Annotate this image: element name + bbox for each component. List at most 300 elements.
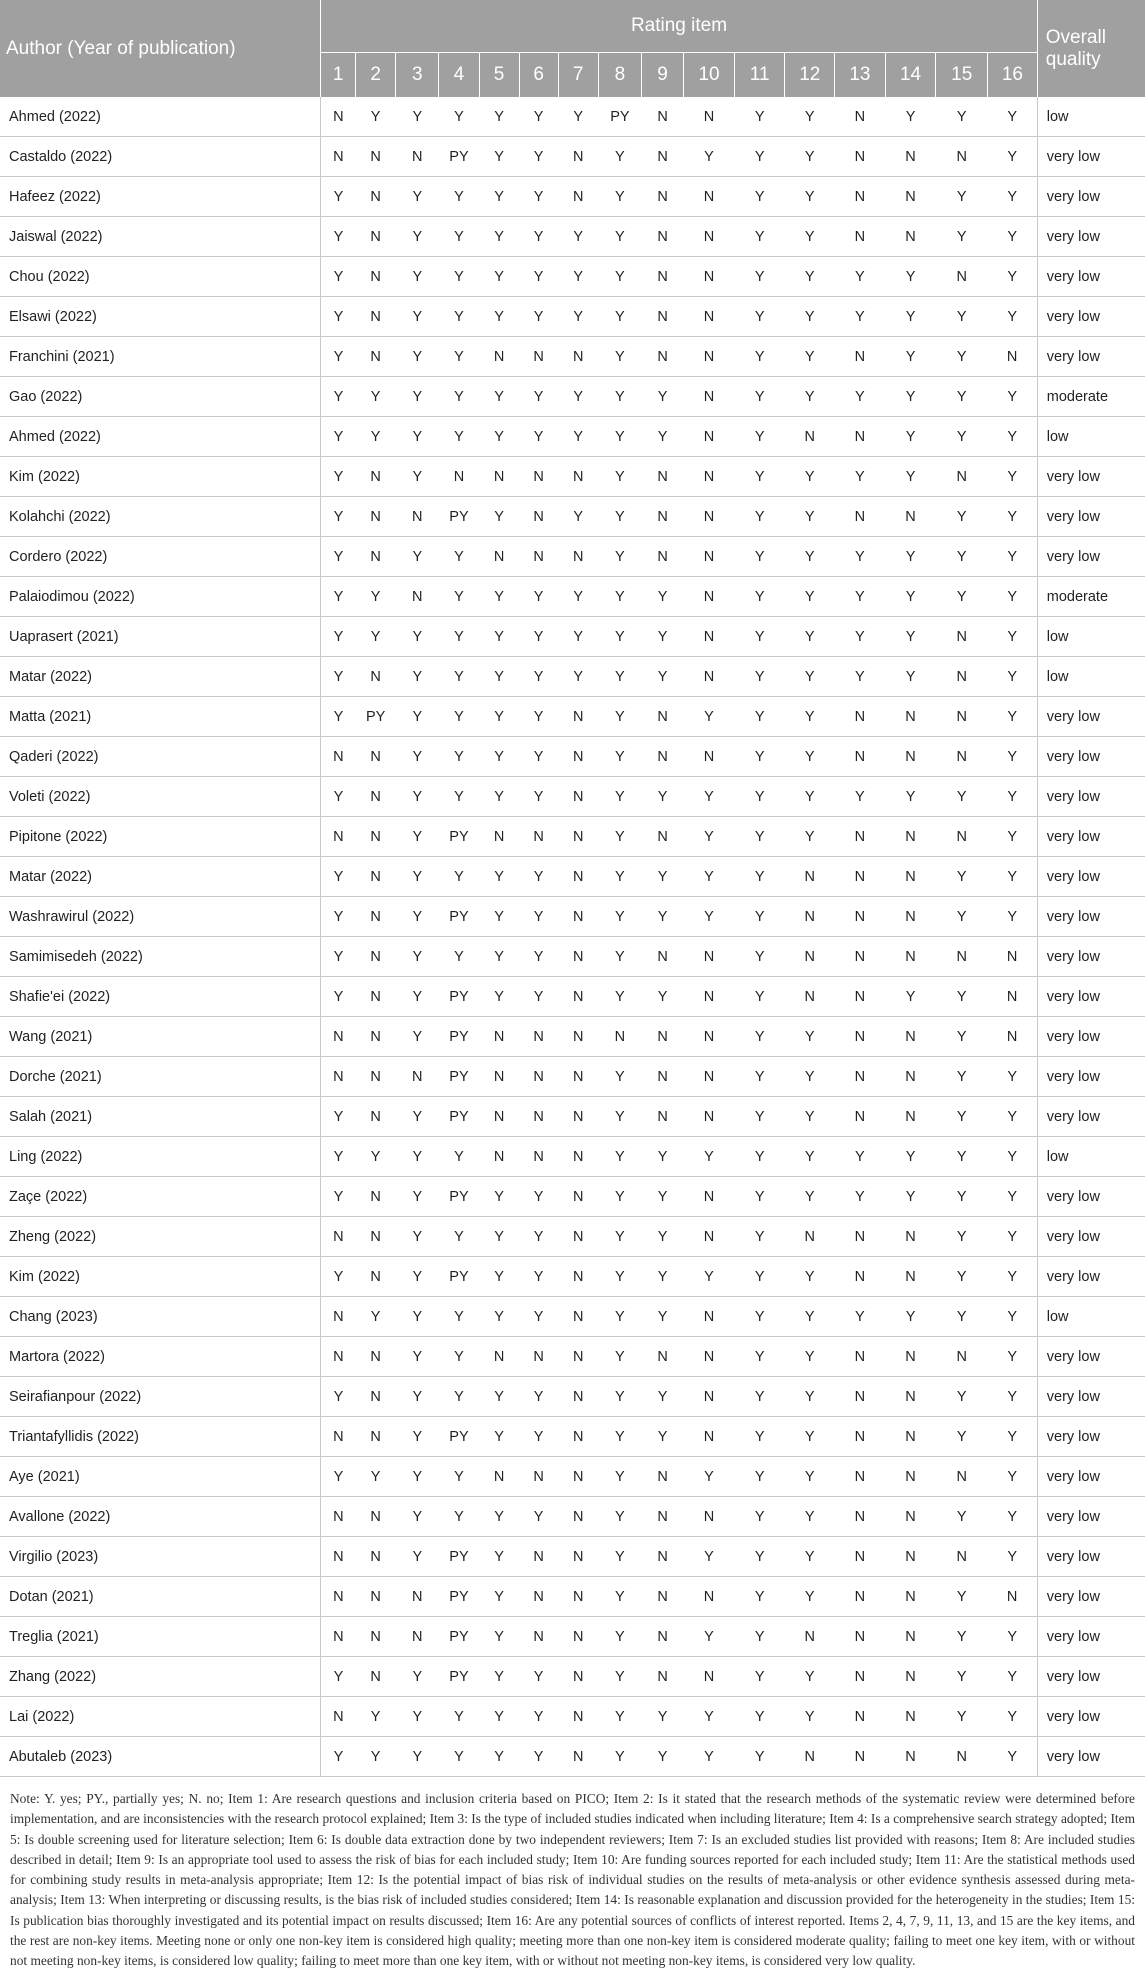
rating-cell: Y [479,1537,519,1577]
table-row [0,1497,1145,1537]
rating-cell: N [479,457,519,497]
rating-cell: Y [598,657,641,697]
rating-cell: Y [734,737,785,777]
rating-cell: N [641,1537,683,1577]
overall-quality-cell: very low [1037,137,1145,177]
rating-cell: Y [684,817,735,857]
rating-cell: N [641,1097,683,1137]
rating-cell: Y [479,217,519,257]
rating-cell: Y [479,897,519,937]
rating-cell: Y [988,1497,1038,1537]
table-row [0,137,1145,177]
table-row [0,297,1145,337]
rating-cell: N [936,737,988,777]
rating-cell: Y [988,617,1038,657]
rating-cell: N [641,1617,683,1657]
rating-cell: Y [936,97,988,137]
rating-cell: Y [396,1377,439,1417]
rating-cell: Y [321,617,356,657]
rating-cell: N [641,1457,683,1497]
rating-cell: Y [936,1697,988,1737]
rating-cell: Y [439,417,479,457]
rating-cell: Y [479,417,519,457]
rating-cell: N [321,1497,356,1537]
rating-cell: Y [835,457,886,497]
rating-cell: Y [885,297,936,337]
rating-cell: Y [439,857,479,897]
rating-cell: PY [439,1097,479,1137]
rating-cell: N [988,937,1038,977]
rating-cell: Y [356,97,396,137]
rating-cell: N [558,1497,598,1537]
rating-cell: N [641,97,683,137]
rating-cell: Y [988,1457,1038,1497]
rating-cell: Y [598,1577,641,1617]
rating-cell: PY [439,977,479,1017]
table-row [0,777,1145,817]
rating-cell: Y [641,1217,683,1257]
rating-cell: N [684,377,735,417]
rating-cell: N [684,1177,735,1217]
rating-cell: Y [321,977,356,1017]
rating-cell: Y [598,1697,641,1737]
item-number-header: 9 [641,53,683,98]
rating-cell: N [519,1457,558,1497]
rating-cell: PY [356,697,396,737]
rating-cell: Y [356,1457,396,1497]
rating-cell: N [356,937,396,977]
rating-cell: N [356,497,396,537]
rating-cell: Y [598,377,641,417]
rating-cell: Y [734,777,785,817]
rating-cell: Y [519,1497,558,1537]
rating-cell: Y [396,377,439,417]
rating-cell: N [356,817,396,857]
rating-cell: Y [479,377,519,417]
rating-cell: Y [396,1457,439,1497]
rating-cell: N [785,937,835,977]
rating-cell: N [936,1457,988,1497]
rating-cell: N [885,1017,936,1057]
rating-cell: Y [785,617,835,657]
rating-cell: N [519,1537,558,1577]
rating-cell: Y [734,337,785,377]
rating-cell: Y [785,497,835,537]
rating-cell: Y [396,697,439,737]
rating-cell: Y [785,337,835,377]
rating-cell: Y [785,217,835,257]
rating-cell: N [558,1017,598,1057]
rating-cell: Y [396,1497,439,1537]
rating-cell: Y [734,1537,785,1577]
rating-cell: N [885,1617,936,1657]
rating-cell: Y [396,257,439,297]
rating-cell: Y [936,1657,988,1697]
rating-cell: N [558,1457,598,1497]
author-cell: Ling (2022) [0,1137,321,1177]
rating-cell: N [835,737,886,777]
rating-cell: Y [356,1137,396,1177]
table-row [0,817,1145,857]
rating-cell: Y [734,537,785,577]
rating-cell: N [785,1737,835,1777]
rating-cell: Y [321,1377,356,1417]
rating-cell: N [356,337,396,377]
rating-cell: N [835,1057,886,1097]
rating-cell: Y [641,1417,683,1457]
rating-cell: N [641,697,683,737]
rating-cell: Y [439,337,479,377]
item-number-header: 2 [356,53,396,98]
rating-cell: N [321,1017,356,1057]
table-row [0,417,1145,457]
rating-cell: N [641,1577,683,1617]
overall-quality-cell: very low [1037,257,1145,297]
overall-quality-cell: very low [1037,1537,1145,1577]
rating-cell: N [479,337,519,377]
overall-quality-cell: moderate [1037,577,1145,617]
rating-cell: N [558,1417,598,1457]
rating-cell: N [558,1177,598,1217]
rating-cell: Y [641,857,683,897]
table-row [0,377,1145,417]
rating-cell: Y [734,137,785,177]
table-row [0,617,1145,657]
rating-cell: Y [988,1697,1038,1737]
rating-cell: Y [558,377,598,417]
rating-cell: N [519,497,558,537]
rating-cell: Y [641,897,683,937]
item-number-header: 14 [885,53,936,98]
overall-quality-cell: very low [1037,777,1145,817]
rating-cell: Y [396,737,439,777]
rating-cell: Y [734,1297,785,1337]
table-row [0,577,1145,617]
rating-cell: N [885,217,936,257]
rating-cell: N [558,897,598,937]
author-cell: Castaldo (2022) [0,137,321,177]
overall-quality-cell: very low [1037,857,1145,897]
rating-cell: N [558,1057,598,1097]
rating-cell: N [835,977,886,1017]
rating-cell: N [396,1577,439,1617]
rating-cell: Y [598,1457,641,1497]
rating-cell: Y [396,417,439,457]
rating-cell: Y [396,1657,439,1697]
overall-quality-cell: low [1037,617,1145,657]
rating-cell: N [321,97,356,137]
rating-cell: Y [598,1417,641,1457]
rating-cell: Y [479,657,519,697]
rating-cell: Y [598,1617,641,1657]
rating-cell: Y [835,1177,886,1217]
rating-cell: N [936,617,988,657]
table-row [0,1697,1145,1737]
rating-cell: Y [988,1137,1038,1177]
author-cell: Voleti (2022) [0,777,321,817]
rating-cell: Y [598,1217,641,1257]
rating-cell: Y [936,417,988,457]
rating-cell: N [356,897,396,937]
rating-cell: Y [598,1657,641,1697]
overall-quality-cell: very low [1037,1577,1145,1617]
rating-cell: Y [396,1737,439,1777]
rating-cell: N [835,1737,886,1777]
rating-cell: Y [988,177,1038,217]
author-cell: Ahmed (2022) [0,97,321,137]
rating-cell: N [321,1297,356,1337]
rating-cell: Y [519,377,558,417]
rating-cell: Y [519,857,558,897]
rating-cell: Y [785,1537,835,1577]
overall-quality-cell: very low [1037,537,1145,577]
rating-cell: N [519,537,558,577]
rating-cell: N [835,937,886,977]
rating-cell: Y [356,577,396,617]
rating-cell: Y [321,897,356,937]
rating-cell: N [785,857,835,897]
rating-cell: N [785,1617,835,1657]
rating-cell: Y [885,457,936,497]
author-cell: Cordero (2022) [0,537,321,577]
rating-cell: N [356,1057,396,1097]
rating-cell: Y [936,1377,988,1417]
rating-cell: Y [598,1177,641,1217]
rating-cell: N [558,457,598,497]
rating-cell: Y [988,217,1038,257]
overall-quality-cell: very low [1037,977,1145,1017]
rating-cell: N [936,817,988,857]
rating-cell: Y [321,697,356,737]
rating-cell: Y [936,1297,988,1337]
rating-cell: Y [785,817,835,857]
rating-cell: Y [988,897,1038,937]
item-number-header: 8 [598,53,641,98]
rating-cell: Y [396,217,439,257]
rating-cell: Y [988,1617,1038,1657]
rating-cell: Y [558,297,598,337]
rating-cell: Y [519,1377,558,1417]
overall-quality-cell: very low [1037,737,1145,777]
rating-cell: N [356,297,396,337]
rating-cell: Y [396,977,439,1017]
rating-cell: N [684,177,735,217]
overall-quality-cell: very low [1037,497,1145,537]
rating-cell: Y [641,577,683,617]
rating-cell: N [684,737,735,777]
table-row [0,1617,1145,1657]
author-cell: Ahmed (2022) [0,417,321,457]
rating-cell: Y [396,1137,439,1177]
rating-cell: N [835,1457,886,1497]
rating-cell: Y [479,1697,519,1737]
rating-cell: Y [396,337,439,377]
rating-cell: N [321,1057,356,1097]
rating-cell: Y [479,1577,519,1617]
rating-cell: N [835,1097,886,1137]
rating-cell: N [356,1217,396,1257]
author-cell: Treglia (2021) [0,1617,321,1657]
rating-cell: N [396,497,439,537]
rating-cell: Y [598,297,641,337]
overall-quality-cell: very low [1037,1657,1145,1697]
author-cell: Matta (2021) [0,697,321,737]
rating-cell: N [785,977,835,1017]
rating-cell: Y [885,777,936,817]
rating-cell: N [558,857,598,897]
author-cell: Triantafyllidis (2022) [0,1417,321,1457]
rating-cell: N [356,257,396,297]
rating-cell: Y [439,177,479,217]
rating-cell: N [988,1017,1038,1057]
rating-cell: Y [988,497,1038,537]
rating-cell: N [684,1017,735,1057]
rating-cell: N [356,1617,396,1657]
rating-cell: Y [479,937,519,977]
rating-cell: Y [734,457,785,497]
rating-cell: N [356,857,396,897]
rating-cell: Y [598,257,641,297]
rating-cell: N [356,537,396,577]
rating-cell: Y [734,1217,785,1257]
rating-cell: Y [734,697,785,737]
rating-cell: Y [734,897,785,937]
rating-cell: N [519,457,558,497]
rating-cell: Y [988,857,1038,897]
rating-cell: Y [321,577,356,617]
rating-cell: Y [734,577,785,617]
rating-cell: Y [598,537,641,577]
rating-cell: N [684,577,735,617]
rating-cell: Y [988,537,1038,577]
rating-cell: Y [479,97,519,137]
rating-cell: N [684,417,735,457]
overall-quality-cell: very low [1037,297,1145,337]
rating-cell: PY [439,1257,479,1297]
rating-cell: Y [936,977,988,1017]
overall-quality-cell: low [1037,97,1145,137]
rating-cell: Y [936,1017,988,1057]
rating-cell: Y [734,937,785,977]
rating-cell: Y [785,257,835,297]
rating-cell: Y [936,177,988,217]
item-number-header: 12 [785,53,835,98]
rating-cell: N [641,177,683,217]
rating-cell: Y [885,417,936,457]
rating-cell: Y [936,1057,988,1097]
rating-cell: Y [598,617,641,657]
rating-cell: Y [785,1137,835,1177]
rating-cell: Y [734,497,785,537]
item-number-header: 13 [835,53,886,98]
rating-cell: Y [519,737,558,777]
rating-cell: Y [321,337,356,377]
rating-cell: N [356,1097,396,1137]
rating-cell: N [479,1017,519,1057]
rating-cell: Y [988,577,1038,617]
author-cell: Qaderi (2022) [0,737,321,777]
item-number-header: 15 [936,53,988,98]
rating-cell: Y [519,897,558,937]
rating-cell: Y [396,1417,439,1457]
rating-item-header: Rating item [321,0,1037,53]
rating-cell: N [641,1337,683,1377]
rating-cell: N [684,97,735,137]
author-cell: Dorche (2021) [0,1057,321,1097]
rating-cell: N [684,1577,735,1617]
rating-cell: Y [988,297,1038,337]
table-header [0,0,1145,97]
rating-cell: Y [479,497,519,537]
rating-cell: N [835,337,886,377]
rating-cell: Y [396,537,439,577]
rating-cell: N [885,1377,936,1417]
rating-cell: Y [936,1257,988,1297]
rating-cell: Y [936,377,988,417]
rating-cell: Y [641,977,683,1017]
overall-quality-cell: very low [1037,1457,1145,1497]
rating-cell: Y [835,1297,886,1337]
rating-cell: N [321,137,356,177]
rating-cell: N [321,1577,356,1617]
rating-cell: Y [785,1657,835,1697]
rating-cell: Y [734,377,785,417]
rating-cell: N [356,777,396,817]
rating-cell: N [988,977,1038,1017]
rating-cell: Y [785,377,835,417]
rating-cell: Y [598,1297,641,1337]
rating-cell: Y [641,1257,683,1297]
rating-cell: Y [734,1617,785,1657]
rating-cell: N [835,1017,886,1057]
rating-cell: N [684,1297,735,1337]
rating-cell: Y [885,537,936,577]
author-cell: Zhang (2022) [0,1657,321,1697]
rating-cell: N [936,937,988,977]
rating-cell: N [684,337,735,377]
rating-cell: Y [519,697,558,737]
rating-cell: N [641,1017,683,1057]
rating-cell: Y [396,1537,439,1577]
rating-cell: N [558,1657,598,1697]
rating-cell: Y [988,657,1038,697]
rating-cell: N [684,617,735,657]
rating-cell: Y [439,1377,479,1417]
rating-cell: Y [785,1057,835,1097]
rating-cell: Y [641,1377,683,1417]
rating-cell: N [356,977,396,1017]
rating-cell: Y [519,1217,558,1257]
rating-cell: Y [684,777,735,817]
rating-cell: N [684,1377,735,1417]
rating-cell: N [835,1257,886,1297]
rating-cell: Y [734,1697,785,1737]
rating-cell: Y [439,217,479,257]
rating-cell: Y [598,137,641,177]
rating-cell: N [684,1657,735,1697]
author-cell: Wang (2021) [0,1017,321,1057]
rating-cell: Y [519,1177,558,1217]
rating-cell: PY [439,1577,479,1617]
rating-cell: Y [519,1697,558,1737]
item-number-header: 11 [734,53,785,98]
rating-cell: N [641,337,683,377]
rating-cell: Y [936,337,988,377]
author-cell: Franchini (2021) [0,337,321,377]
rating-cell: Y [598,1737,641,1777]
rating-cell: N [641,1657,683,1697]
rating-cell: Y [321,217,356,257]
